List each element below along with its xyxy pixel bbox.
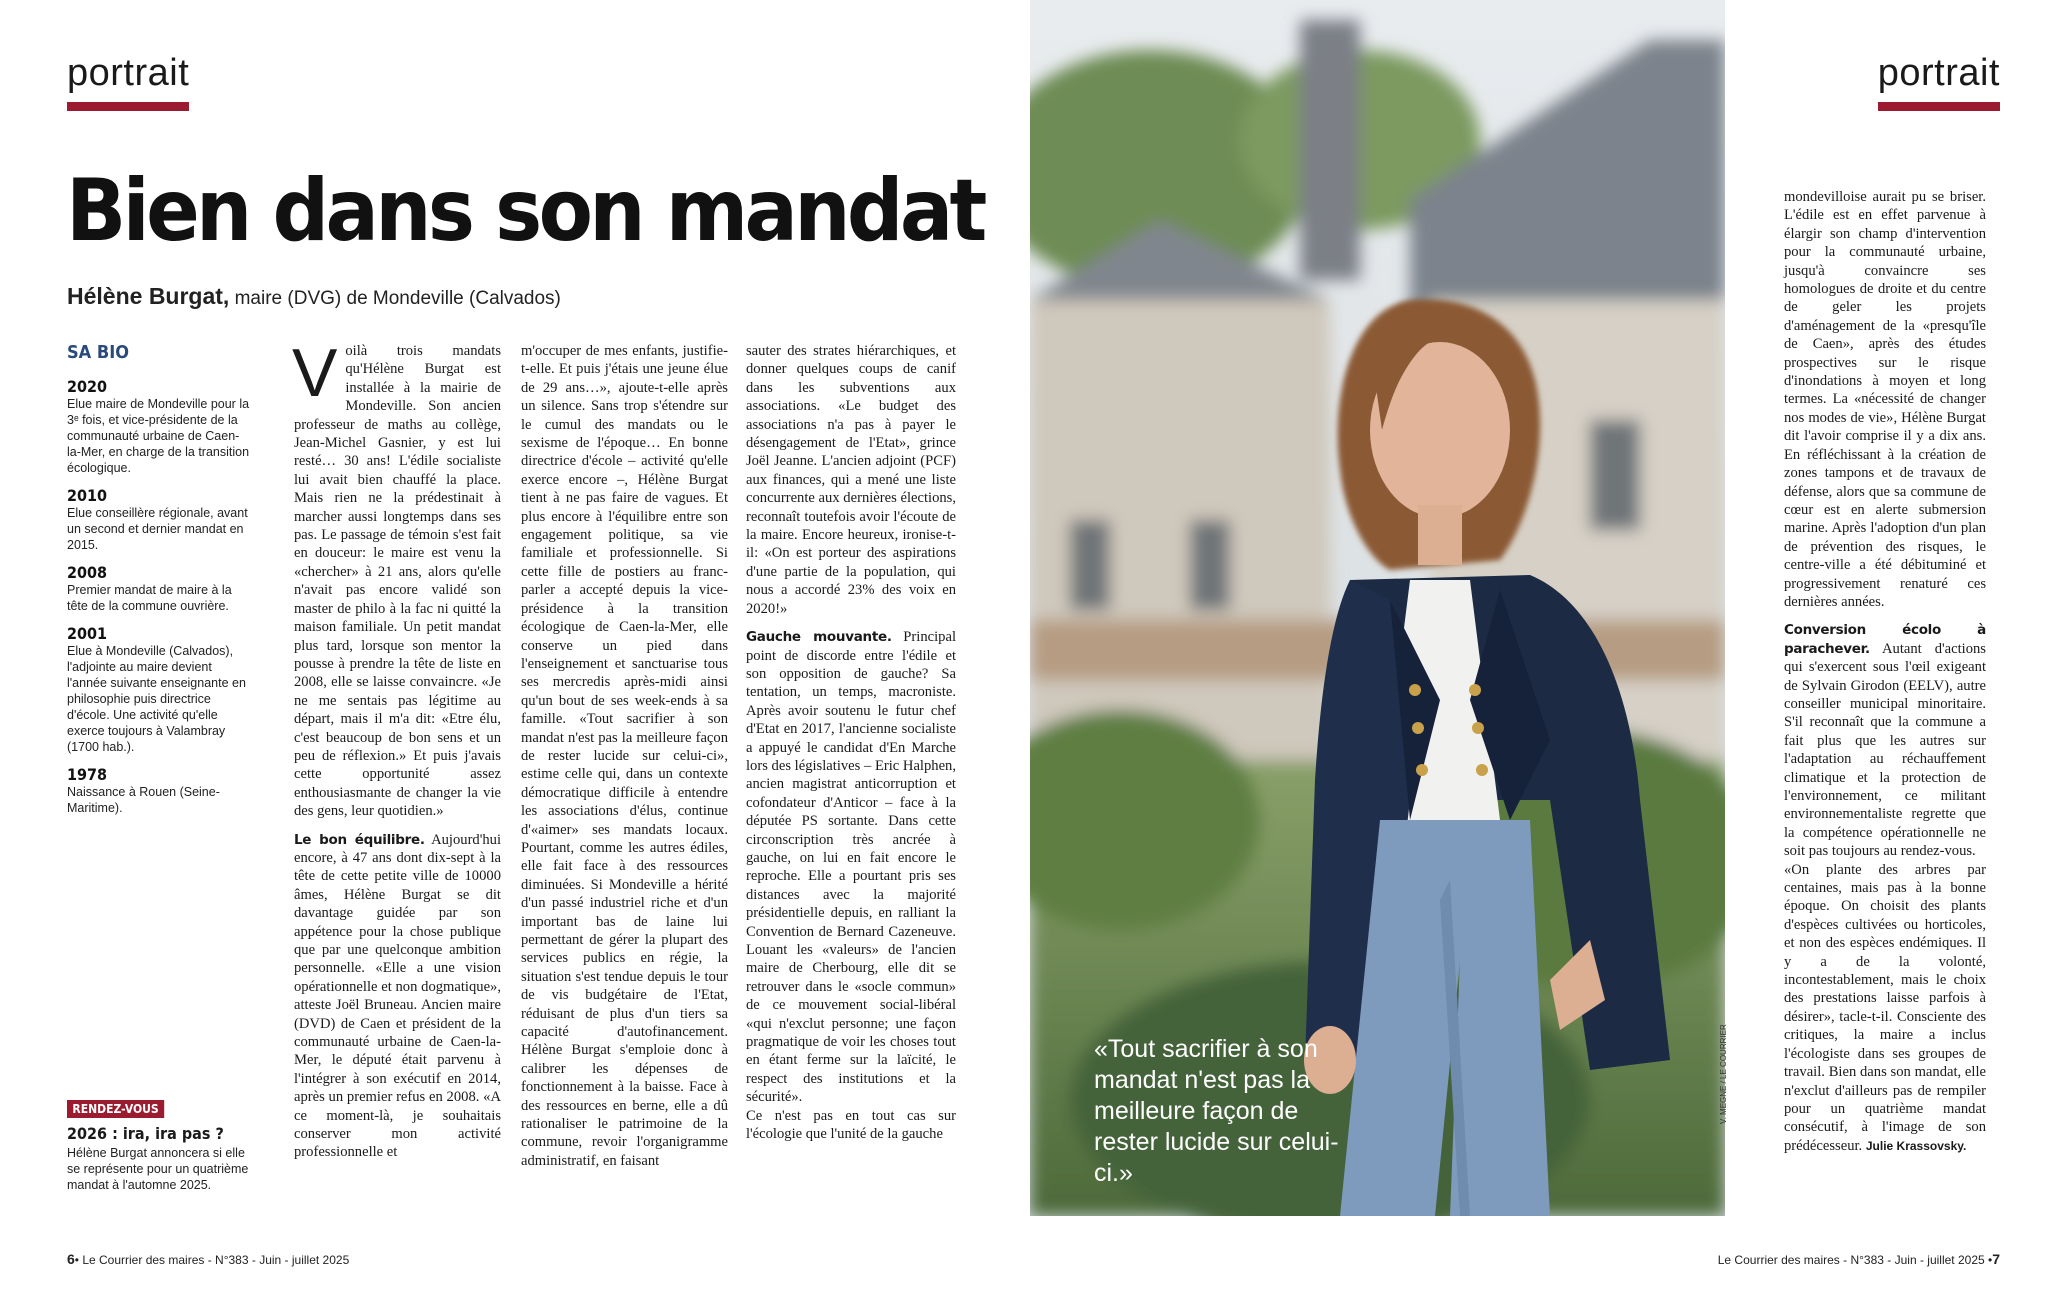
section-tag-underline <box>1878 102 2000 111</box>
article-text: m'occuper de mes enfants, justifie-t-elle. Et puis j'étais une jeune élue de 29 ans…», ajoute-t-elle après un silence. Sans trop s'étendre sur le cumul des mandats ou le sexisme de l'époque… En bonne directrice d'école – activité qu'elle exerce encore –, Hélène Burgat tient à ne pas faire de vagues. Et plus encore à l'équilibre entre son engagement politique, sa vie familiale et professionnelle. Si cette fille de postiers au franc-parler a accepté depuis la vice-présidence à la transition écologique de Caen-la-Mer, elle conserve un pied dans l'enseignement et sanctuarise tous ses mercredis après-midi ainsi qu'un bout de ses week-ends à sa famille. «Tout sacrifier à son mandat n'est pas la meilleure façon de rester lucide sur celui-ci», estime celle qui, dans un contexte démocratique difficile à entendre les associations d'élus, continue d'«aimer» ses mandats locaux. Pourtant, comme les autres édiles, elle fait face à des ressources diminuées. Si Mondeville a hérité d'un passé industriel riche et d'un important bas de laine lui permettant de gérer la plupart des services publics en régie, la situation s'est tendue depuis le tour de vis budgétaire de l'Etat, réduisant de plus d'un tiers sa capacité d'autofinancement. Hélène Burgat s'emploie donc à calibrer les dépenses de fonctionnement à la baisse. Face à des ressources en berne, elle a dû rationaliser le patrimoine de la commune, revoir l'organigramme administratif, en faisant <box>521 343 728 1169</box>
bio-entry <box>67 624 252 755</box>
section-tag-label: portrait <box>1877 52 2000 94</box>
article-text: Ce n'est pas en tout cas sur l'écologie que l'unité de la gauche <box>746 1107 956 1143</box>
bio-sidebar <box>67 342 252 826</box>
folio-text: • Le Courrier des maires - N°383 - Juin - juillet 2025 <box>74 1253 350 1267</box>
intertitle: Le bon équilibre. <box>294 831 425 848</box>
article-text: mondevilloise aurait pu se briser. L'édile est en effet parvenue à élargir son champ d'intervention pour la communauté urbaine, jusqu'à convaincre ses homologues de droite et du centre de geler les projets d'aménagement de la «presqu'île de Caen», après des études prospectives sur le risque d'inondations à moyen et long termes. La «nécessité de changer nos modes de vie», Hélène Burgat dit l'avoir comprise il y a dix ans. En réfléchissant à la création de zones tampons et de travaux de défense, alors que sa commune de cœur est en alerte submersion marine. Après l'adoption d'un plan de prévention des risques, le centre-ville a été débituminé et progressivement renaturé ces dernières années. <box>1784 189 1986 610</box>
article-column-1 <box>292 335 502 1162</box>
author-signature: Julie Krassovsky. <box>1865 1138 1967 1153</box>
bio-text: Elue conseillère régionale, avant un second et dernier mandat en 2015. <box>67 506 248 552</box>
photo-credit: V. MEGNE / LE COURRIER <box>1719 1024 1728 1124</box>
bio-year: 2008 <box>67 563 108 582</box>
bio-year: 2020 <box>67 377 108 396</box>
pull-quote: «Tout sacrifier à son mandat n'est pas la meilleure façon de rester lucide sur celui-ci.» <box>1094 1035 1339 1187</box>
section-tag <box>67 54 189 111</box>
page-number: 7 <box>1992 1251 2000 1267</box>
bio-entry <box>67 765 252 816</box>
section-tag-underline <box>67 102 189 111</box>
article-text: sauter des strates hiérarchiques, et donner quelques coups de canif dans les subventions aux associations. «Le budget des associations n'a pas à payer le désengagement de l'Etat», grince Joël Jeanne. L'ancien adjoint (PCF) aux finances, qui a mené une liste concurrente aux dernières élections, reconnaît toutefois avoir l'écoute de la maire. Encore heureux, ironise-t-il: «On est porteur des aspirations d'une partie de la population, qui nous a accordé 23% des voix en 2020!» <box>746 343 956 617</box>
bio-text: Premier mandat de maire à la tête de la commune ouvrière. <box>67 583 232 613</box>
folio-left <box>67 1251 349 1267</box>
article-column-4 <box>1784 188 1986 1155</box>
bio-entry <box>67 377 252 476</box>
section-tag <box>1878 54 2000 111</box>
subhead-role: maire (DVG) de Mondeville (Calvados) <box>234 288 561 309</box>
bio-title: SA BIO <box>67 342 130 363</box>
article-column-3 <box>746 342 956 1143</box>
bio-year: 2001 <box>67 624 108 643</box>
section-tag-label: portrait <box>67 52 190 94</box>
folio-right <box>1718 1251 2000 1267</box>
rendezvous-title: 2026 : ira, ira pas ? <box>67 1124 224 1143</box>
bio-text: Elue à Mondeville (Calvados), l'adjointe au maire devient l'année suivante enseignante en philosophie puis directrice d'école. Une activité qu'elle exerce toujours à Valambray (1700 hab.). <box>67 644 246 754</box>
article-text: «On plante des arbres par centaines, mais pas à la bonne époque. On choisit des plants d'espèces cultivées ou horticoles, et non des espèces endémiques. Il y a de la volonté, incontestablement, mais le choix des prestations laisse parfois à désirer», tacle-t-il. Consciente des critiques, la maire a inclus l'écologiste dans ses groupes de travail. Bien dans son mandat, elle n'exclut d'ailleurs pas de rempiler pour un quatrième mandat consécutif, à l'image de son prédécesseur. <box>1784 861 1986 1154</box>
rendezvous-badge: RENDEZ-VOUS <box>67 1100 164 1118</box>
rendezvous-box <box>67 1100 252 1193</box>
subhead-name: Hélène Burgat, <box>67 283 230 309</box>
bio-entry <box>67 486 252 553</box>
intertitle: Conversion écolo à parachever. <box>1784 622 1986 657</box>
intertitle: Gauche mouvante. <box>746 629 892 646</box>
article-text: Principal point de discorde entre l'édile et son opposition de gauche? Sa tentation, un temps, macroniste. Après avoir soutenu le futur chef d'Etat en 2017, l'ancienne socialiste a appuyé le candidat d'En Marche lors des législatives – Eric Halphen, ancien magistrat anticorruption et cofondateur d'Anticor – face à la députée PS sortante. Dans cette circonscription très ancrée à gauche, on lui en fait encore le reproche. Elle a pourtant pris ses distances avec la majorité présidentielle depuis, en ralliant la Convention de Bernard Cazeneuve. Louant les «valeurs» de l'ancien maire de Cherbourg, elle dit se retrouver dans le «socle commun» de ce mouvement social-libéral «qui n'exclut personne; une façon pragmatique de voir les choses tout en étant ferme sur la laïcité, le respect des institutions et la sécurité». <box>746 629 956 1106</box>
bio-text: Naissance à Rouen (Seine-Maritime). <box>67 785 220 815</box>
article-text: Autant d'actions qui s'exercent sous l'œil exigeant de Sylvain Girodon (EELV), autre conseiller municipal minoritaire. S'il reconnaît que la commune a fait plus que les autres sur l'adaptation au réchauffement climatique et la protection de l'environnement, ce militant environnementaliste regrette que la compétence opérationnelle ne soit pas toujours au rendez-vous. <box>1784 640 1986 860</box>
bio-entry <box>67 563 252 614</box>
article-text: Aujourd'hui encore, à 47 ans dont dix-sept à la tête de cette petite ville de 10000 âmes, Hélène Burgat se dit davantage guidée par son appétence pour la chose publique que par une quelconque ambition personnelle. «Elle a une vision opérationnelle et non dogmatique», atteste Joël Bruneau. Ancien maire (DVD) de Caen et président de la communauté urbaine de Caen-la-Mer, le député était parvenu à l'intégrer à son exécutif en 2014, après un premier refus en 2008. «A ce moment-là, je souhaitais conserver mon activité professionnelle et <box>294 831 502 1161</box>
folio-text: Le Courrier des maires - N°383 - Juin - juillet 2025 • <box>1717 1253 1993 1267</box>
article-text: oilà trois mandats qu'Hélène Burgat est installée à la mairie de Mondeville. Son ancien professeur de maths au collège, Jean-Michel Gasnier, y est lui resté… 30 ans! L'édile socialiste lui avait bien chauffé la place. Mais rien ne la prédestinait à marcher aussi longtemps dans ses pas. Le passage de témoin s'est fait en douceur: le maire est venu la «chercher» à 21 ans, alors qu'elle n'avait pas encore validé son master de philo à la fac ni quitté la maison familiale. Un petit mandat plus tard, lorsque son mentor la pousse à prendre la tête de liste en 2008, elle se laisse convaincre. «Je ne me sentais pas légitime au départ, mais il m'a dit: «Etre élu, c'est beaucoup de bon sens et un peu de réflexion.» Et puis j'avais cette opportunité assez enthousiasmante de changer la vie des gens, leur quotidien.» <box>294 343 501 820</box>
drop-cap: V <box>292 335 338 411</box>
rendezvous-text: Hélène Burgat annoncera si elle se représente pour un quatrième mandat à l'automne 2025. <box>67 1146 249 1192</box>
article-paragraph <box>1784 621 1986 860</box>
article-column-2 <box>521 342 728 1170</box>
article-paragraph <box>1784 861 1986 1156</box>
bio-text: Elue maire de Mondeville pour la 3ᵉ fois, et vice-présidente de la communauté urbaine de Caen-la-Mer, en charge de la transition écologique. <box>67 397 250 475</box>
bio-year: 2010 <box>67 486 108 505</box>
article-paragraph <box>746 628 956 1107</box>
bio-year: 1978 <box>67 765 108 784</box>
headline: Bien dans son mandat <box>66 161 984 261</box>
article-paragraph <box>294 831 501 1162</box>
subhead <box>67 283 561 310</box>
page-number: 6 <box>67 1251 75 1267</box>
article-paragraph <box>292 335 501 821</box>
